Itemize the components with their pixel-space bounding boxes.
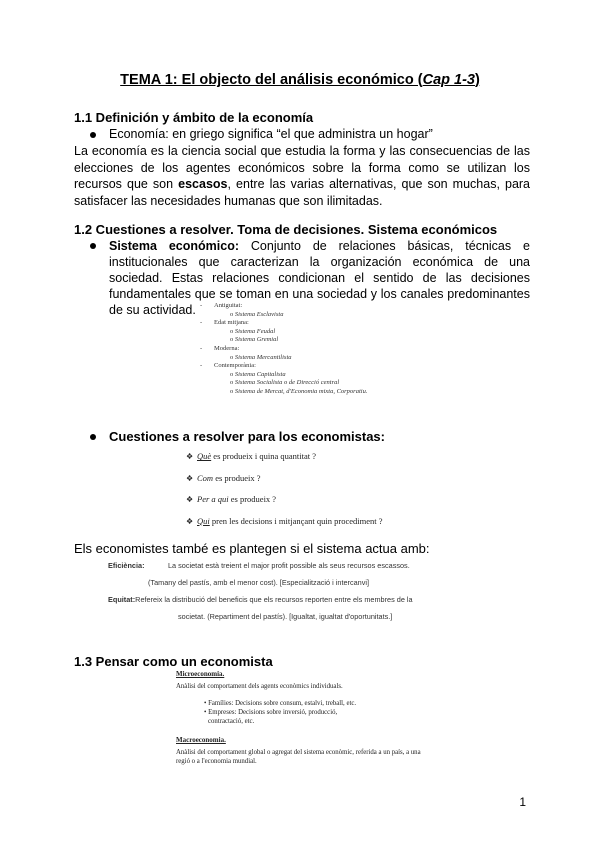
diamond-bullet-icon: ❖ [186,516,194,526]
bullet-economia: Economía: en griego significa “el que administra un hogar” [90,127,433,141]
question-item: ❖ Com es produeix ? [186,468,383,490]
question-item: ❖ Qui pren les decisions i mitjançant quin procediment ? [186,511,383,533]
section-heading-1-2: 1.2 Cuestiones a resolver. Toma de decisiones. Sistema económicos [74,222,498,237]
bullet-dot-icon [90,132,96,138]
economic-systems-list: - Antiguitat: o Sistema Esclavista - Edat mitjana: o Sistema Feudal o Sistema Gremial - Moderna: o Sistema Mercantilista - Contemporània: o Sistema Capitalista o Sistema Socialista o de Direcció central o Sistema de Mercat, d'Economia mixta, Corporatiu. [200,302,367,397]
section-heading-1-1: 1.1 Definición y ámbito de la economía [74,110,314,125]
page-number: 1 [519,795,526,809]
efficiency-equity-block: Eficiència: La societat està treient el major profit possible als seus recursos escassos. (Tamany del pastís, amb el menor cost). [Especialització i intercanvi] Equitat:Refereix la distribució del beneficis que els recursos reporten entre els membres de la societat. (Repartiment del pastís). [Igualtat, igualtat d'oportunitats.] [108,561,413,621]
also-text: Els economistes també es plantegen si el sistema actua amb: [74,541,430,556]
bullet-dot-icon [90,243,96,249]
question-item: ❖ Per a qui es produeix ? [186,489,383,511]
micro-macro-block: Microeconomia. Anàlisi del comportament dels agents econòmics individuals. • Famílies: Decisions sobre consum, estalvi, treball, etc. • Empreses: Decisions sobre inversió, producció, contractació, etc. Macroeconomia. Anàlisi del comportament global o agregat del sistema econòmic, referida a un país, a una regió o a l'economia mundial. [176,670,421,765]
bullet-cuestiones: Cuestiones a resolver para los economistas: [90,429,385,444]
question-item: ❖ Què es produeix i quina quantitat ? [186,446,383,468]
diamond-bullet-icon: ❖ [186,473,194,483]
bullet-dot-icon [90,434,96,440]
page-title: TEMA 1: El objecto del análisis económico (Cap 1-3) [120,72,480,88]
section-heading-1-3: 1.3 Pensar como un economista [74,654,273,669]
questions-list [186,446,383,532]
definition-paragraph: La economía es la ciencia social que estudia la forma y las consecuencias de las elecciones de los agentes económicos sobre la forma como se utilizan los recursos que son escasos, entre las varias alternativas, que son muchas, para satisfacer las necesidades humanas que son ilimitadas. [74,144,531,208]
diamond-bullet-icon: ❖ [186,452,194,461]
bullet-sistema-economico: Sistema económico: Conjunto de relaciones básicas, técnicas e institucionales que caracterizan la organización económica de una sociedad. Estas relaciones condicionan el sentido de las decisiones fundamentales que se toman en una sociedad y los canales predominantes de su actividad. [90,238,530,318]
diamond-bullet-icon: ❖ [186,495,194,504]
